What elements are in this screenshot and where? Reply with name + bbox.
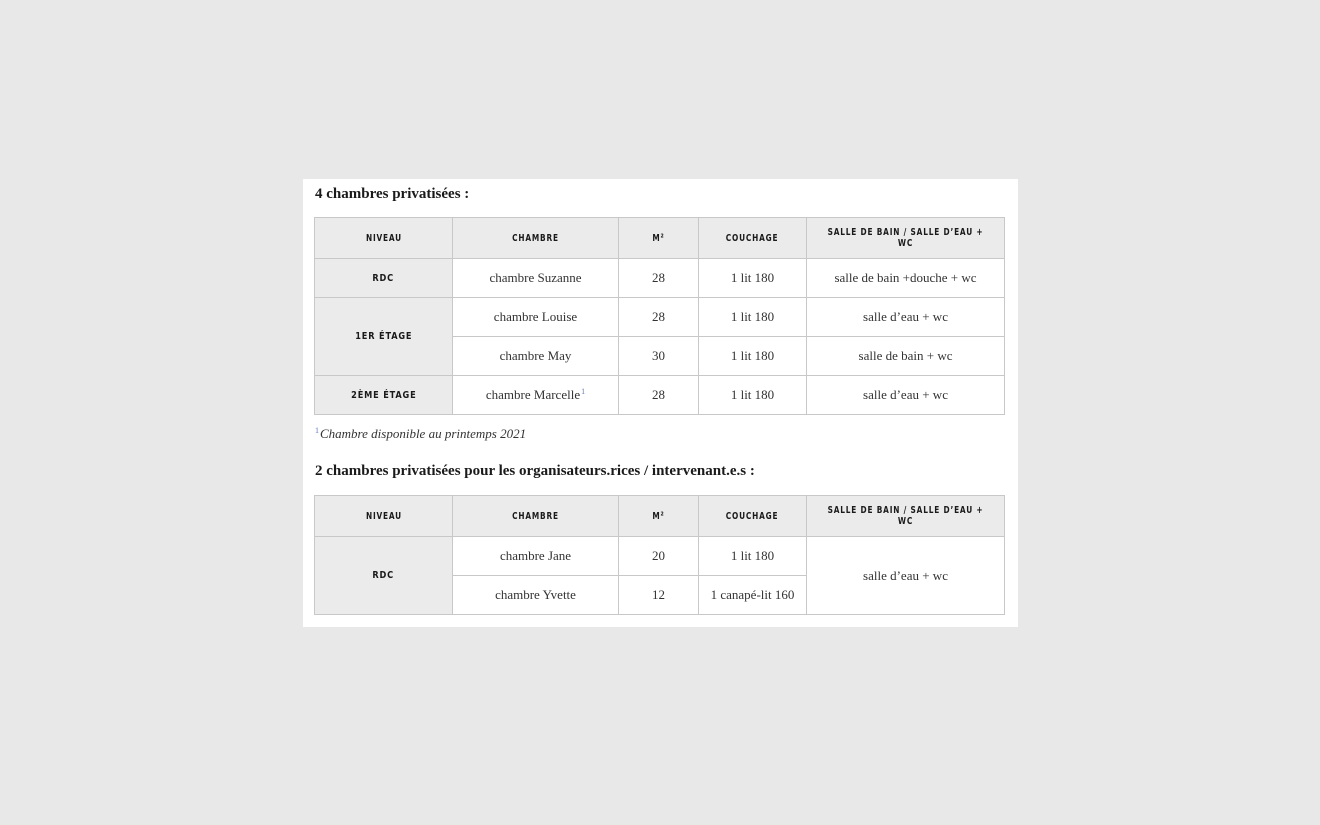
header-salle-de-bain: SALLE DE BAIN / SALLE D’EAU + WC bbox=[807, 218, 1005, 259]
table-row bbox=[315, 537, 1005, 576]
bathroom-cell: salle d’eau + wc bbox=[807, 298, 1005, 337]
rooms-table bbox=[314, 217, 1005, 415]
room-name-cell: chambre Yvette bbox=[453, 576, 619, 615]
bedding-cell: 1 canapé-lit 160 bbox=[699, 576, 807, 615]
header-niveau: NIVEAU bbox=[315, 496, 453, 537]
header-niveau: NIVEAU bbox=[315, 218, 453, 259]
bathroom-cell: salle d’eau + wc bbox=[807, 376, 1005, 415]
room-area-cell: 20 bbox=[619, 537, 699, 576]
room-name-cell: chambre Suzanne bbox=[453, 259, 619, 298]
bedding-cell: 1 lit 180 bbox=[699, 298, 807, 337]
footnote-marker: 1 bbox=[315, 426, 319, 435]
bedding-cell: 1 lit 180 bbox=[699, 376, 807, 415]
level-cell: 1ER ÉTAGE bbox=[315, 298, 453, 376]
room-area-cell: 28 bbox=[619, 259, 699, 298]
room-area-cell: 28 bbox=[619, 376, 699, 415]
footnote bbox=[315, 426, 526, 442]
room-area-cell: 28 bbox=[619, 298, 699, 337]
room-name-text: chambre Marcelle bbox=[485, 387, 581, 402]
footnote-marker: 1 bbox=[581, 387, 586, 396]
header-m2: M² bbox=[619, 218, 699, 259]
room-name-cell: chambre Louise bbox=[453, 298, 619, 337]
header-m2: M² bbox=[619, 496, 699, 537]
room-area-cell: 30 bbox=[619, 337, 699, 376]
content-card bbox=[303, 179, 1018, 627]
header-chambre: CHAMBRE bbox=[453, 218, 619, 259]
bathroom-cell: salle de bain + wc bbox=[807, 337, 1005, 376]
table-row bbox=[315, 259, 1005, 298]
table-header-row bbox=[315, 496, 1005, 537]
bathroom-cell: salle de bain +douche + wc bbox=[807, 259, 1005, 298]
bedding-cell: 1 lit 180 bbox=[699, 259, 807, 298]
bathroom-cell: salle d’eau + wc bbox=[807, 537, 1005, 615]
room-name-cell: chambre Jane bbox=[453, 537, 619, 576]
organizer-rooms-table bbox=[314, 495, 1005, 615]
footnote-text: Chambre disponible au printemps 2021 bbox=[320, 426, 527, 441]
table-row bbox=[315, 298, 1005, 337]
section-title-private-rooms: 4 chambres privatisées : bbox=[315, 186, 470, 202]
room-area-cell: 12 bbox=[619, 576, 699, 615]
level-cell: RDC bbox=[315, 259, 453, 298]
header-chambre: CHAMBRE bbox=[453, 496, 619, 537]
room-name-cell bbox=[453, 376, 619, 415]
bedding-cell: 1 lit 180 bbox=[699, 337, 807, 376]
header-couchage: COUCHAGE bbox=[699, 218, 807, 259]
header-couchage: COUCHAGE bbox=[699, 496, 807, 537]
level-cell: RDC bbox=[315, 537, 453, 615]
bedding-cell: 1 lit 180 bbox=[699, 537, 807, 576]
room-name-cell: chambre May bbox=[453, 337, 619, 376]
level-cell: 2ÈME ÉTAGE bbox=[315, 376, 453, 415]
table-row bbox=[315, 376, 1005, 415]
header-salle-de-bain: SALLE DE BAIN / SALLE D’EAU + WC bbox=[807, 496, 1005, 537]
section-title-organizer-rooms: 2 chambres privatisées pour les organisateurs.rices / intervenant.e.s : bbox=[315, 463, 755, 479]
table-header-row bbox=[315, 218, 1005, 259]
